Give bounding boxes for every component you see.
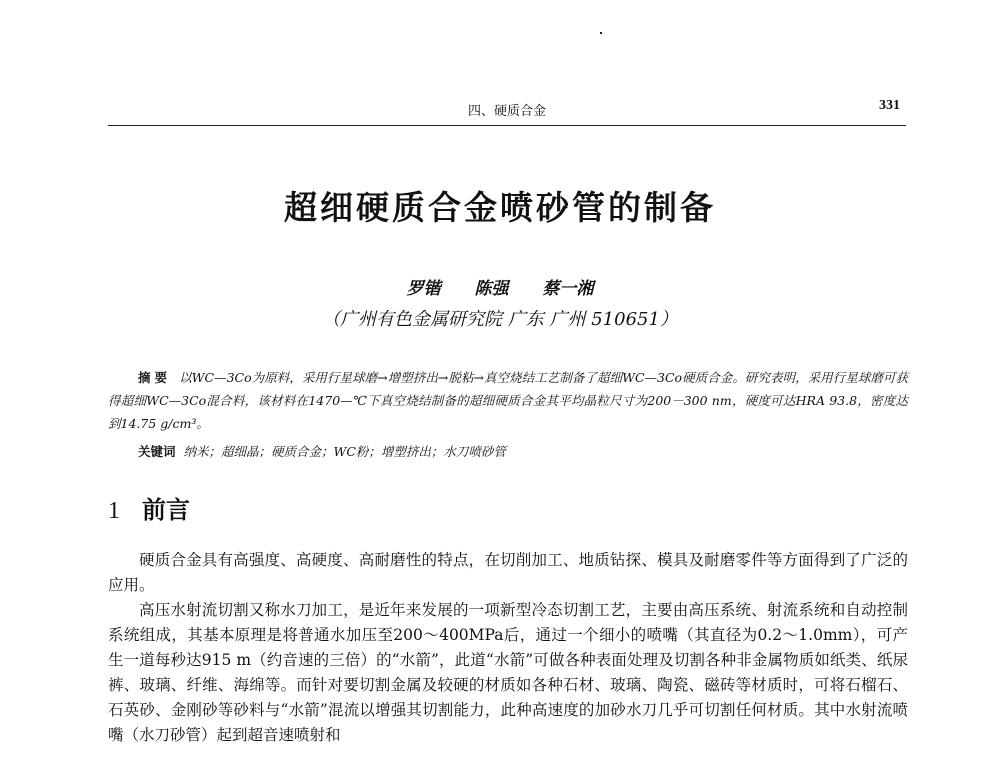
abstract-text: 以WC—3Co为原料，采用行星球磨→增塑挤出→脱粘→真空烧结工艺制备了超细WC—3Co硬质合金。研究表明，采用行星球磨可获得超细WC—3Co混合料，该材料在1470—℃下真空烧结制备的超细硬质合金其平均晶粒尺寸为200－300 nm，硬度可达HRA 93.8，密度达到14.75 g/cm³。 (108, 370, 908, 431)
running-header (108, 96, 906, 122)
abstract (108, 366, 908, 435)
header-section: 四、硬质合金 (467, 104, 546, 119)
affiliation: （广州有色金属研究院 广东 广州 510651） (322, 309, 678, 330)
paragraph: 高压水射流切割又称水刀加工，是近年来发展的一项新型冷态切割工艺，主要由高压系统、射流系统和自动控制系统组成，其基本原理是将普通水加压至200～400MPa后，通过一个细小的喷嘴（其直径为0.2～1.0mm），可产生一道每秒达915 m（约音速的三倍）的“水箭”，此道“水箭”可做各种表面处理及切割各种非金属物质如纸类、纸尿裤、玻璃、纤维、海绵等。而针对要切割金属及较硬的材质如各种石材、玻璃、陶瓷、磁砖等材质时，可将石榴石、石英砂、金刚砂等砂料与“水箭”混流以增强其切割能力，此种高速度的加砂水刀几乎可切割任何材质。其中水射流喷嘴（水刀砂管）起到超音速喷射和 (108, 601, 908, 744)
keywords (108, 442, 908, 460)
section-number: 1 (108, 498, 120, 524)
section-heading (108, 490, 190, 525)
paper-title: 超细硬质合金喷砂管的制备 (284, 188, 716, 227)
keywords-text: 纳米；超细晶；硬质合金；WC粉；增塑挤出；水刀喷砂管 (183, 444, 506, 459)
abstract-label: 摘要 (138, 370, 172, 385)
page-number: 331 (879, 98, 900, 113)
author: 陈强 (474, 279, 509, 299)
author: 蔡一湘 (542, 279, 594, 299)
author-list (0, 274, 1000, 299)
header-rule (108, 125, 906, 126)
author: 罗锴 (406, 279, 441, 299)
section-title: 前言 (142, 496, 190, 524)
keywords-label: 关键词 (138, 444, 176, 459)
body-text (108, 548, 908, 748)
scan-speck (600, 32, 602, 34)
paragraph: 硬质合金具有高强度、高硬度、高耐磨性的特点，在切削加工、地质钻探、模具及耐磨零件等方面得到了广泛的应用。 (108, 551, 908, 594)
